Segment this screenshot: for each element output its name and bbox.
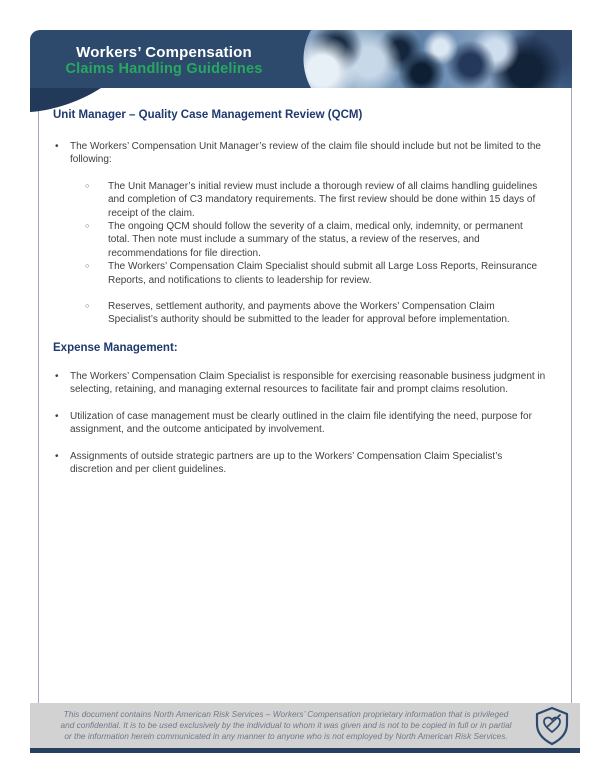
sub-bullet-text: Reserves, settlement authority, and payments above the Workers’ Compensation Claim Specialist’s authority should be submitted to the leader for approval before implementation.: [108, 301, 510, 326]
confidentiality-footer: [30, 703, 580, 753]
list-item: [53, 450, 547, 477]
bullet-text: The Workers’ Compensation Claim Specialist is responsible for exercising reasonable business judgment in selecting, retaining, and managing external resources to facilitate fair and prompt claims resolution.: [70, 370, 546, 396]
list-item: [53, 140, 547, 167]
document-body: [53, 108, 547, 489]
bullet-text: Utilization of case management must be clearly outlined in the claim file identifying the need, purpose for assignment, and the outcome anticipated by involvement.: [70, 410, 532, 436]
list-item: [85, 220, 547, 260]
title-line-2: Claims Handling Guidelines: [65, 60, 263, 77]
banner-curve-divider: [298, 30, 313, 88]
list-item: [53, 410, 547, 437]
sub-bullet-list: [53, 180, 547, 327]
bullet-text: Assignments of outside strategic partners are up to the Workers’ Compensation Claim Specialist’s discretion and per client guidelines.: [70, 450, 503, 475]
list-item: [53, 370, 547, 397]
confidentiality-notice: This document contains North American Risk Services – Workers’ Compensation proprietary information that is privileged and confidential. It is to be used exclusively by the individual to whom it was given and is not to be copied in full or in partial or the information herein communicated in any manner to anyone who is not employed by North American Risk Services.: [60, 708, 512, 742]
section-heading-expense: Expense Management:: [53, 341, 178, 354]
header-photo-collage: [298, 30, 572, 88]
sub-bullet-text: The Workers’ Compensation Claim Specialist should submit all Large Loss Reports, Reinsurance Reports, and notifications to clients to leadership for review.: [108, 261, 538, 286]
bullet-text: The Workers’ Compensation Unit Manager’s review of the claim file should include but not be limited to the following:: [70, 141, 541, 166]
sub-bullet-text: The ongoing QCM should follow the severity of a claim, medical only, indemnity, or permanent total. Then note must include a summary of the status, a review of the reserves, and recommendations for file direction.: [108, 221, 523, 259]
title-line-1: Workers’ Compensation: [76, 43, 252, 61]
section-qcm: [53, 108, 547, 327]
list-item: [85, 300, 547, 327]
document-title: [30, 30, 298, 88]
list-item: [85, 260, 547, 287]
shield-heart-icon: [524, 706, 580, 746]
section-expense-management: [53, 341, 547, 476]
sub-bullet-text: The Unit Manager’s initial review must include a thorough review of all claims handling guidelines and completion of C3 mandatory requirements. The first review should be done within 15 days of receipt of the claim.: [108, 180, 538, 219]
list-item: [85, 180, 547, 220]
header-banner: [30, 30, 572, 88]
section-heading-qcm: Unit Manager – Quality Case Management Review (QCM): [53, 109, 363, 121]
